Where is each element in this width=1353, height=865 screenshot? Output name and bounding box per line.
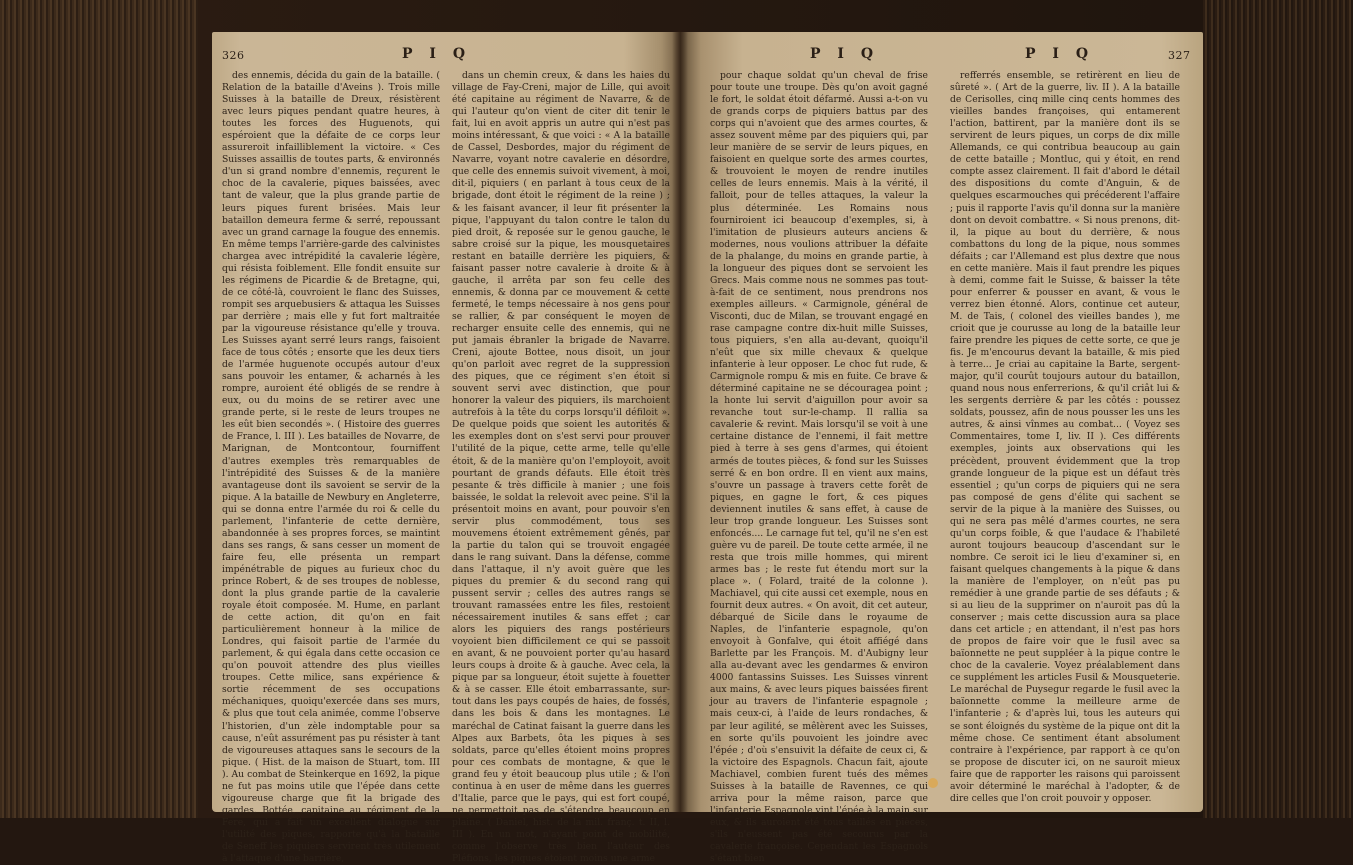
book-gutter [672, 30, 688, 814]
right-page [680, 32, 1203, 865]
left-column-1 [222, 70, 440, 865]
left-page [212, 32, 680, 865]
left-running-title: P I Q [402, 46, 472, 62]
right-running-title-2: P I Q [1025, 46, 1095, 62]
right-column-1-text: pour chaque soldat qu'un cheval de frise pour toute une troupe. Dès qu'on avoit gagné le fort, le soldat étoit défarmé. Aussi a-t-on vu de grands corps de piquiers battus par des corps qui n'avoient que des armes courtes, & assez souvent même par des piquiers qui, par leur manière de se servir de leurs piques, en faisoient en quelque sorte des armes courtes, & trouvoient le moyen de rendre inutiles celles de leurs ennemis. Mais à la vérité, il falloit, pour de telles attaques, la valeur la plus déterminée. Les Romains nous fourniroient ici beaucoup d'exemples, si, à l'imitation de plusieurs auteurs anciens & modernes, nous voulions attribuer la défaite de la phalange, du moins en grande partie, à la longueur des piques dont se servoient les Grecs. Mais comme nous ne sommes pas tout-à-fait de ce sentiment, nous prendrons nos exemples ailleurs. « Carmignole, général de Visconti, duc de Milan, se trouvant engagé en rase campagne contre dix-huit mille Suisses, tous piquiers, s'en alla au-devant, quoiqu'il n'eût que six mille chevaux & quelque infanterie à leur opposer. Le choc fut rude, & Carmignole rompu & mis en fuite. Ce brave & déterminé capitaine ne se découragea point ; la honte lui servit d'aiguillon pour avoir sa revanche tout sur-le-champ. Il rallia sa cavalerie & revint. Mais lorsqu'il se voit à une certaine distance de l'ennemi, il fait mettre pied à terre à ses gens d'armes, qui étoient armés de toutes pièces, & fond sur les Suisses serré & en bon ordre. Il en vient aux mains, s'ouvre un passage à travers cette forêt de piques, en gagne le fort, & ces piques deviennent inutiles & sans effet, à cause de leur trop grande longueur. Les Suisses sont enfoncés.... Le carnage fut tel, qu'il ne s'en est guère vu de pareil. De toute cette armée, il ne resta que trois mille hommes, qui mirent armes bas ; le reste fut étendu mort sur la place ». ( Folard, traité de la colonne ). Machiavel, qui cite aussi cet exemple, nous en fournit deux autres. « On avoit, dit cet auteur, débarqué de Sicile dans le royaume de Naples, de l'infanterie espagnole, qu'on envoyoit à Gonfalve, qui étoit affiégé dans Barlette par les François. M. d'Aubigny leur alla au-devant avec les gendarmes & environ 4000 fantassins Suisses. Les Suisses vinrent aux mains, & avec leurs piques baissées firent jour au travers de l'infanterie espagnole ; mais ceux-ci, à l'aide de leurs rondaches, & par leur agilité, se mêlèrent avec les Suisses, en sorte qu'ils pouvoient les joindre avec l'épée ; d'où s'ensuivit la défaite de ceux ci, & la victoire des Espagnols. Chacun fait, ajoute Machiavel, combien furent tués des mêmes Suisses à la bataille de Ravennes, ce qui arriva pour la même raison, parce que l'infanterie Espagnole vint l'épée à la main sur eux, & ils auroient été tous taillés en pièces, s'ils n'eussent pas été secourus par la cavalerie françoise. Cependant les Espagnols s'étant bien [710, 70, 928, 865]
page-edges-left [0, 0, 198, 818]
left-column-2-text: dans un chemin creux, & dans les haies du village de Fay-Creni, major de Lille, qui avoit été capitaine au régiment de Navarre, & de qui l'auteur qu'on vient de citer dit tenir le fait, lui en avoit appris un autre qui n'est pas moins intéressant, & que voici : « A la bataille de Cassel, Desbordes, major du régiment de Navarre, voyant notre cavalerie en désordre, que celle des ennemis suivoit vivement, à moi, dit-il, piquiers ( en parlant à tous ceux de la brigade, dont étoit le régiment de la reine ) ; & les faisant avancer, il leur fit présenter la pique, l'appuyant du talon contre le talon du pied droit, & reposée sur le genou gauche, le sabre croisé sur la pique, les mousquetaires restant en bataille derrière les piquiers, & faisant passer notre cavalerie à droite & à gauche, il arrêta par son feu celle des ennemis, & donna par ce mouvement & cette fermeté, le temps nécessaire à nos gens pour se rallier, & par conséquent le moyen de recharger ensuite celle des ennemis, qui ne put jamais ébranler la brigade de Navarre. Creni, ajoute Bottee, nous disoit, un jour qu'on parloit avec regret de la suppression des piques, que ce régiment s'en étoit si souvent servi avec distinction, que pour honorer la valeur des piquiers, ils marchoient autrefois à la tête du corps lorsqu'il défiloit ». De quelque poids que soient les autorités & les exemples dont on s'est servi pour prouver l'utilité de la pique, cette arme, telle qu'elle étoit, & de la manière qu'on l'employoit, avoit pourtant de grands défauts. Elle étoit très pesante & très difficile à manier ; une fois baissée, le soldat la relevoit avec peine. S'il la présentoit moins en avant, pour pouvoir s'en servir plus commodément, tous ses mouvemens étoient extrêmement gênés, par la partie du talon qui se trouvoit engagée dans le rang suivant. Dans la défense, comme dans l'attaque, il n'y avoit guère que les piques du premier & du second rang qui pussent servir ; celles des autres rangs se trouvant ramassées entre les files, restoient nécessairement inutiles & sans effet ; car alors les piquiers des rangs postérieurs voyoient bien difficilement ce qui se passoit en avant, & ne pouvoient porter qu'au hasard leurs coups à droite & à gauche. Avec cela, la pique par sa longueur, étoit sujette à fouetter & à se casser. Elle étoit embarrassante, sur-tout dans les pays coupés de haies, de fossés, dans les bois & dans les montagnes. Le maréchal de Catinat faisant la guerre dans les Alpes aux Barbets, ôta les piques à ses soldats, parce qu'elles étoient moins propres pour ces combats de montagne, & que le grand feu y étoit beaucoup plus utile ; & l'on continua à en user de même dans les guerres d'Italie, parce que le pays, qui est fort coupé, ne permettoit pas de s'étendre beaucoup en plaine. ( Daniel, hist. de la mil. franç. t. II, l. III ). En un mot, n'ayant point de mobilité, comme l'observe très bien l'auteur des Pléfions, les piques étoient moins une arme [452, 70, 670, 865]
right-running-title: P I Q [810, 46, 880, 62]
right-column-2 [950, 70, 1180, 805]
page-edges-right [1203, 0, 1353, 818]
right-column-2-text: refferrés ensemble, se retirèrent en lieu de sûreté ». ( Art de la guerre, liv. II ). A la bataille de Cerisolles, cinq mille cinq cents hommes des vieilles bandes françoises, qui entamerent l'action, battirent, par la manière dont ils se servirent de leurs piques, un corps de dix mille Allemands, ce qui contribua beaucoup au gain de cette bataille ; Montluc, qui y étoit, en rend compte assez clairement. Il fait d'abord le détail des dispositions du comte d'Anguin, & de quelques escarmouches qui précéderent l'affaire ; puis il rapporte l'avis qu'il donna sur la manière dont on devoit combattre. « Si nous prenons, dit-il, la pique au bout du derrière, & nous combattons du long de la pique, nous sommes défaits ; car l'Allemand est plus dextre que nous en cette manière. Mais il faut prendre les piques à demi, comme fait le Suisse, & baisser la tête pour enferrer & pousser en avant, & vous le verrez bien étonné. Alors, continue cet auteur, M. de Tais, ( colonel des vieilles bandes ), me crioit que je courusse au long de la bataille leur faire prendre les piques de cette sorte, ce que je fis. Je m'encourus devant la bataille, & mis pied à terre... Je criai au capitaine la Barte, sergent-major, qu'il courût toujours autour du bataillon, quand nous nous enferrerions, & qu'il criât lui & les sergents derrière & par les côtés : poussez soldats, poussez, afin de nous pousser les uns les autres, & ainsi vînmes au combat... ( Voyez ses Commentaires, tome I, liv. II ). Ces différents exemples, joints aux observations qui les précèdent, prouvent évidemment que la trop grande longueur de la pique est un défaut très essentiel ; qu'un corps de piquiers qui ne sera pas composé de gens d'élite qui sachent se servir de la pique à la manière des Suisses, ou qui ne sera pas mêlé d'armes courtes, ne sera qu'un corps foible, & que l'audace & l'habileté auront toujours beaucoup d'ascendant sur le nombre. Ce seroit ici le lieu d'examiner si, en faisant quelques changements à la pique & dans la manière de l'employer, on n'eût pas pu remédier à une grande partie de ses défauts ; & si au lieu de la supprimer on n'auroit pas dû la conserver ; mais cette discussion aura sa place dans cet article ; en attendant, il n'est pas hors de propos de faire voir que le fusil avec sa baïonnette ne peut suppléer à la pique contre le choc de la cavalerie. Voyez préalablement dans ce supplément les articles Fusil & Mousqueterie. Le maréchal de Puysegur regarde le fusil avec la baïonnette comme la meilleure arme de l'infanterie ; & d'après lui, tous les auteurs qui se sont éloignés du système de la pique ont dit la même chose. Ce sentiment étant absolument contraire à l'expérience, par rapport à ce qu'on se propose de discuter ici, on ne sauroit mieux faire que de rapporter les raisons qui paroissent avoir déterminé le maréchal à l'adopter, & de dire celles que l'on croit pouvoir y opposer. [950, 70, 1180, 804]
left-column-2 [452, 70, 670, 865]
page-stain [928, 778, 938, 788]
left-column-1-text: des ennemis, décida du gain de la bataille. ( Relation de la bataille d'Aveins ). Trois mille Suisses à la bataille de Dreux, résistèrent avec leurs piques pendant quatre heures, à toutes les forces des Huguenots, qui espéroient que la défaite de ce corps leur assureroit infailliblement la victoire. « Ces Suisses assaillis de toutes parts, & environnés d'un si grand nombre d'ennemis, reçurent le choc de la cavalerie, piques baissées, avec tant de valeur, que la plus grande partie de leurs piques furent brisées. Mais leur bataillon demeura ferme & serré, repoussant avec un grand carnage la fougue des ennemis. En même temps l'arrière-garde des calvinistes chargea avec intrépidité la cavalerie légère, qui résista foiblement. Elle fondit ensuite sur les régimens de Picardie & de Bretagne, qui, de ce côté-là, couvroient le flanc des Suisses, rompit ses arquebusiers & attaqua les Suisses par derrière ; mais elle y fut fort maltraitée par la vigoureuse résistance qu'elle y trouva. Les Suisses ayant serré leurs rangs, faisoient face de tous côtés ; ensorte que les deux tiers de l'armée huguenote occupés autour d'eux sans pouvoir les entamer, & acharnés à les rompre, auroient été obligés de se rendre à eux, ou du moins de se retirer avec une grande perte, si le reste de leurs troupes ne les eût bien secondés ». ( Histoire des guerres de France, l. III ). Les batailles de Novarre, de Marignan, de Montcontour, fourniffent d'autres exemples très remarquables de l'intrépidité des Suisses & de la manière avantageuse dont ils savoient se servir de la pique. A la bataille de Newbury en Angleterre, qui se donna entre l'armée du roi & celle du parlement, l'infanterie de cette dernière, abandonnée à ses propres forces, se maintint dans ses rangs, & sans cesser un moment de faire feu, elle présenta un rempart impénétrable de piques au furieux choc du prince Robert, & de ses troupes de noblesse, dont la plus grande partie de la cavalerie royale étoit composée. M. Hume, en parlant de cette action, dit qu'on en fait particulièrement honneur à la milice de Londres, qui faisoit partie de l'armée du parlement, & qui égala dans cette occasion ce qu'on pouvoit attendre des plus vieilles troupes. Cette milice, sans expérience & sortie récemment de ses occupations méchaniques, quoiqu'exercée dans ses murs, & plus que tout cela animée, comme l'observe l'historien, d'un zèle indomptable pour sa cause, n'eût assurément pas pu résister à tant de vigoureuses attaques sans le secours de la pique. ( Hist. de la maison de Stuart, tom. III ). Au combat de Steinkerque en 1692, la pique ne fut pas moins utile que l'épée dans cette vigoureuse charge que fit la brigade des gardes. Bottée, capitaine au régiment de la Fere, qui a fait un excellent dialogue sur l'utilité des piques, rapporte qu'à la bataille de Seneff les piquiers servirent très utilement à l'attaque d'une barrière, [222, 70, 440, 865]
right-page-number: 327 [1168, 49, 1191, 62]
right-column-1 [710, 70, 928, 865]
left-page-number: 326 [222, 49, 245, 62]
